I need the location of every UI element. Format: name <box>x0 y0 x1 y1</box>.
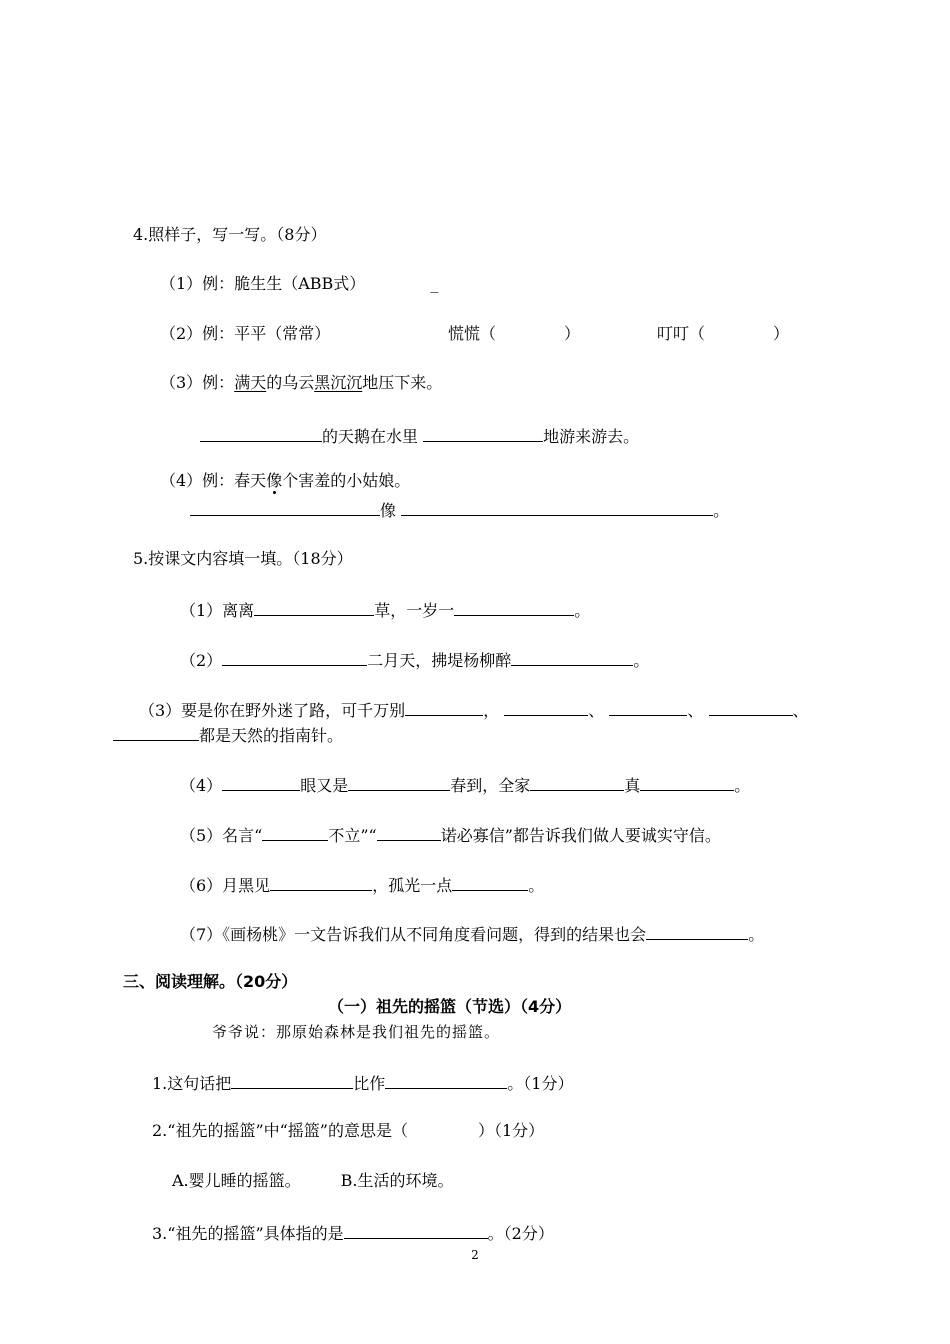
q4-item2-a <box>448 323 580 345</box>
q4-item3-fill <box>200 423 639 448</box>
q4-item2-b-label: 叮叮（ <box>657 324 706 343</box>
q4-item3-fill2: 地游来游去。 <box>543 427 640 446</box>
q4-item1-prefix: （1）例： <box>160 274 235 293</box>
q5-i7-blank1[interactable] <box>646 921 748 940</box>
q5-i1-blank1[interactable] <box>254 597 374 616</box>
q5-item6 <box>180 872 544 897</box>
r1-c: 。（1分） <box>507 1074 574 1093</box>
q4-item4-fill-end: 。 <box>713 501 730 520</box>
q5-i6-c: 。 <box>528 876 545 895</box>
q4-item4-fill <box>190 497 729 522</box>
q4-item2-a-label: 慌慌（ <box>448 324 497 343</box>
r3-a: 3.“祖先的摇篮”具体指的是 <box>152 1224 344 1243</box>
q5-i4-d: 真 <box>624 776 641 795</box>
reading-q1 <box>152 1070 573 1095</box>
r1-b: 比作 <box>353 1074 386 1093</box>
q5-item2 <box>180 647 649 672</box>
q4-item4-prefix: （4）例：春天 <box>160 471 267 490</box>
q5-i4-blank4[interactable] <box>640 772 734 791</box>
q5-title: 5.按课文内容填一填。（18分） <box>133 549 353 568</box>
reading-q2 <box>152 1120 544 1142</box>
q5-i3-end: 都是天然的指南针。 <box>199 726 344 745</box>
q4-item3 <box>160 372 442 394</box>
q4-item4-dotted-char: 像 <box>266 471 283 490</box>
q5-item3 <box>139 697 809 722</box>
q4-item2-prefix: （2）例： <box>160 324 235 343</box>
reading-q3 <box>152 1220 554 1245</box>
section3-title: 三、阅读理解。（20分） <box>123 972 298 991</box>
q5-i7-b: 。 <box>748 925 765 944</box>
q5-i4-b: 眼又是 <box>300 776 349 795</box>
q5-item4 <box>180 772 750 797</box>
q4-item3-end: 地压下来。 <box>362 373 443 392</box>
q5-item5 <box>180 822 721 847</box>
q5-i3-sep2: 、 <box>588 701 605 720</box>
r3-b: 。（2分） <box>487 1224 554 1243</box>
q4-item2-b-close: ） <box>773 324 790 343</box>
q4-item2 <box>160 323 330 345</box>
q5-i5-a: （5）名言“ <box>180 826 263 845</box>
q5-i5-blank2[interactable] <box>377 822 441 841</box>
q5-i2-b: 二月天，拂堤杨柳醉 <box>367 651 512 670</box>
q4-title: 4.照样子，写一写。（8分） <box>133 225 327 244</box>
q5-i3-sep1: ， <box>483 701 500 720</box>
q4-item4-blank1[interactable] <box>190 497 380 516</box>
r1-blank1[interactable] <box>231 1070 353 1089</box>
reading-q2-options <box>172 1170 454 1192</box>
q5-i3-sep3: 、 <box>687 701 704 720</box>
q4-item3-prefix: （3）例： <box>160 373 235 392</box>
q5-item7 <box>180 921 764 946</box>
q5-i5-c: 诺必寡信”都告诉我们做人要诚实守信。 <box>440 826 721 845</box>
q5-i6-blank2[interactable] <box>452 872 528 891</box>
q5-i3-blank3[interactable] <box>609 697 687 716</box>
q4-item1-blank: _ <box>430 274 439 293</box>
q4-item4-fill-mid: 像 <box>380 501 397 520</box>
q5-i4-a: （4） <box>180 776 223 795</box>
q4-item2-example: 平平（常常） <box>234 324 331 343</box>
q5-i3-blank1[interactable] <box>405 697 483 716</box>
q5-i1-b: 草，一岁一 <box>374 601 455 620</box>
q5-i5-b: 不立”“ <box>328 826 377 845</box>
q5-i7-a: （7）《画杨桃》一文告诉我们从不同角度看问题，得到的结果也会 <box>180 925 647 944</box>
q5-i4-c: 春到，全家 <box>450 776 531 795</box>
q4-item4 <box>160 470 410 492</box>
q5-item1 <box>180 597 590 622</box>
q4-item2-a-close: ） <box>564 324 581 343</box>
q5-i6-b: ，孤光一点 <box>372 876 453 895</box>
q4-item3-blank1[interactable] <box>200 423 322 442</box>
q4-item1 <box>160 273 438 295</box>
q4-item3-word2: 黑沉沉 <box>314 373 363 392</box>
q5-i4-blank3[interactable] <box>530 772 624 791</box>
r3-blank[interactable] <box>344 1220 488 1239</box>
r2-option-a[interactable]: A.婴儿睡的摇篮。 <box>172 1171 301 1190</box>
q5-i3-sep4: 、 <box>792 701 809 720</box>
r2-b: ）（1分） <box>478 1121 545 1140</box>
q5-i6-blank1[interactable] <box>270 872 372 891</box>
q4-item1-example: 脆生生（ABB式） <box>234 274 366 293</box>
page-number: 2 <box>471 1248 479 1262</box>
q5-i3-blank5[interactable] <box>113 722 199 741</box>
q5-i3-a: （3）要是你在野外迷了路，可千万别 <box>139 701 406 720</box>
q4-item3-blank2[interactable] <box>423 423 543 442</box>
q5-i5-blank1[interactable] <box>262 822 328 841</box>
q5-i4-e: 。 <box>734 776 751 795</box>
q4-item2-b <box>657 323 789 345</box>
r1-a: 1.这句话把 <box>152 1074 232 1093</box>
q4-item3-word1: 满天 <box>234 373 267 392</box>
r1-blank2[interactable] <box>385 1070 507 1089</box>
q5-i2-blank2[interactable] <box>511 647 633 666</box>
q5-i1-blank2[interactable] <box>454 597 574 616</box>
q5-i2-c: 。 <box>633 651 650 670</box>
q4-item4-rest: 个害羞的小姑娘。 <box>282 471 411 490</box>
q5-i3-blank4[interactable] <box>709 697 793 716</box>
r2-a: 2.“祖先的摇篮”中“摇篮”的意思是（ <box>152 1121 408 1140</box>
q5-i2-blank1[interactable] <box>222 647 367 666</box>
q5-i3-blank2[interactable] <box>504 697 588 716</box>
q4-item3-fill1: 的天鹅在水里 <box>322 427 419 446</box>
q5-i2-a: （2） <box>180 651 223 670</box>
q5-i6-a: （6）月黑见 <box>180 876 271 895</box>
q5-i1-a: （1）离离 <box>180 601 255 620</box>
section3-subtitle: （一）祖先的摇篮（节选）（4分） <box>328 997 572 1016</box>
q4-item4-blank2[interactable] <box>401 497 713 516</box>
q5-i4-blank1[interactable] <box>222 772 300 791</box>
q5-item3-cont <box>113 722 343 747</box>
q4-item3-mid: 的乌云 <box>266 373 315 392</box>
section3-quote: 爷爷说：那原始森林是我们祖先的摇篮。 <box>212 1023 501 1041</box>
q5-i4-blank2[interactable] <box>348 772 450 791</box>
r2-option-b[interactable]: B.生活的环境。 <box>340 1171 454 1190</box>
q5-i1-c: 。 <box>574 601 591 620</box>
